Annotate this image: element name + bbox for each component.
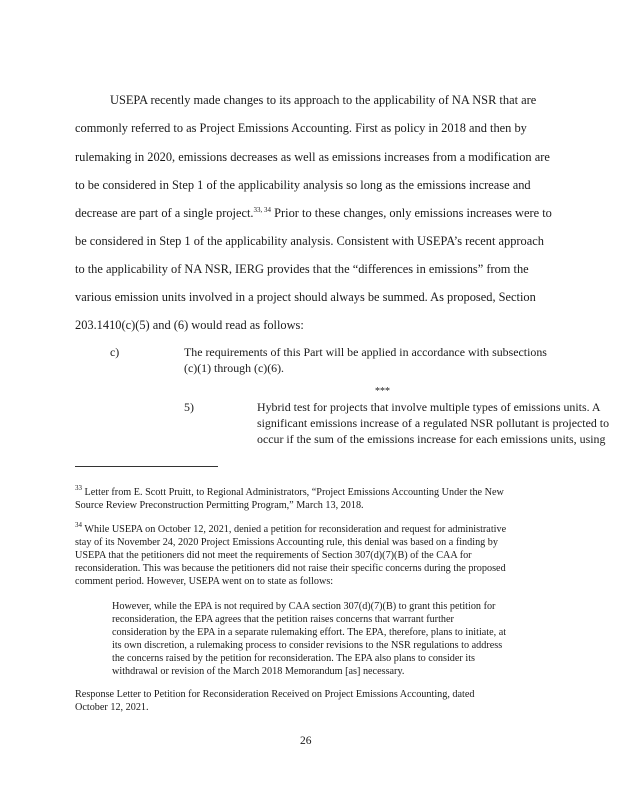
footnote-reference: 33, 34 (253, 206, 272, 214)
subsection-text: The requirements of this Part will be applied in accordance with subsections (184, 345, 547, 359)
paragraph-line: USEPA recently made changes to its approach to the applicability of NA NSR that are (110, 93, 537, 107)
paragraph-line: various emission units involved in a project should always be summed. As proposed, Section (75, 290, 536, 304)
footnote-34-line: USEPA that the petitioners did not meet the requirements of Section 307(d)(7)(B) of the CAA for (75, 550, 472, 561)
footnote-34-line: stay of its November 24, 2020 Project Emissions Accounting rule, this denial was based on a finding by (75, 537, 498, 548)
citation-line: Response Letter to Petition for Reconsideration Received on Project Emissions Accounting, dated (75, 689, 475, 700)
footnote-separator (75, 466, 218, 467)
footnote-34: $^{34}$ While USEPA on October 12, 2021, denied a petition for reconsideration and request for administrative (75, 521, 507, 535)
subsection-text: (c)(1) through (c)(6). (184, 361, 285, 375)
block-quote-line: its own discretion, a rulemaking process to consider revisions to the NSR regulations to address (112, 640, 503, 651)
paragraph-line: rulemaking in 2020, emissions decreases as well as emissions increases from a modification are (75, 150, 550, 164)
citation-line: October 12, 2021. (75, 702, 149, 713)
paragraph-line: decrease are part of a single project.$^{33, 34}$ Prior to these changes, only emissions increases were to (75, 206, 552, 220)
paragraph-line: to the applicability of NA NSR, IERG provides that the “differences in emissions” from the (75, 262, 529, 276)
subsection-text: occur if the sum of the emissions increase for each emissions units, using (257, 432, 606, 446)
footnote-33-line: Source Review Preconstruction Permitting Program,” March 13, 2018. (75, 500, 364, 511)
subsection-text: Hybrid test for projects that involve multiple types of emissions units. A (257, 400, 601, 414)
paragraph-line: 203.1410(c)(5) and (6) would read as follows: (75, 318, 304, 332)
subsection-label: c) (110, 345, 120, 359)
block-quote-line: reconsideration, the EPA agrees that the petition raises concerns that warrant further (112, 614, 454, 625)
block-quote-line: However, while the EPA is not required by CAA section 307(d)(7)(B) to grant this petition for (112, 601, 496, 612)
footnote-33: $^{33}$ Letter from E. Scott Pruitt, to Regional Administrators, “Project Emissions Accounting Under the New (75, 484, 504, 498)
footnote-34-line: reconsideration. This was because the petitioners did not raise their specific concerns during the proposed (75, 563, 506, 574)
omission-asterisks: *** (375, 386, 390, 397)
subsection-label: 5) (184, 400, 194, 414)
paragraph-line: be considered in Step 1 of the applicability analysis. Consistent with USEPA’s recent approach (75, 234, 544, 248)
block-quote-line: the concerns raised by the petition for reconsideration. The EPA also plans to consider its (112, 653, 475, 664)
paragraph-line: to be considered in Step 1 of the applicability analysis so long as the emissions increase and (75, 178, 531, 192)
page-number: 26 (300, 735, 312, 747)
subsection-text: significant emissions increase of a regulated NSR pollutant is projected to (257, 416, 610, 430)
footnote-34-line: comment period. However, USEPA went on to state as follows: (75, 576, 334, 587)
paragraph-line: commonly referred to as Project Emissions Accounting. First as policy in 2018 and then by (75, 121, 527, 135)
block-quote-line: consideration by the EPA in a separate rulemaking effort. The EPA, therefore, plans to initiate, at (112, 627, 507, 638)
block-quote-line: withdrawal or revision of the March 2018 Memorandum [as] necessary. (112, 666, 405, 677)
